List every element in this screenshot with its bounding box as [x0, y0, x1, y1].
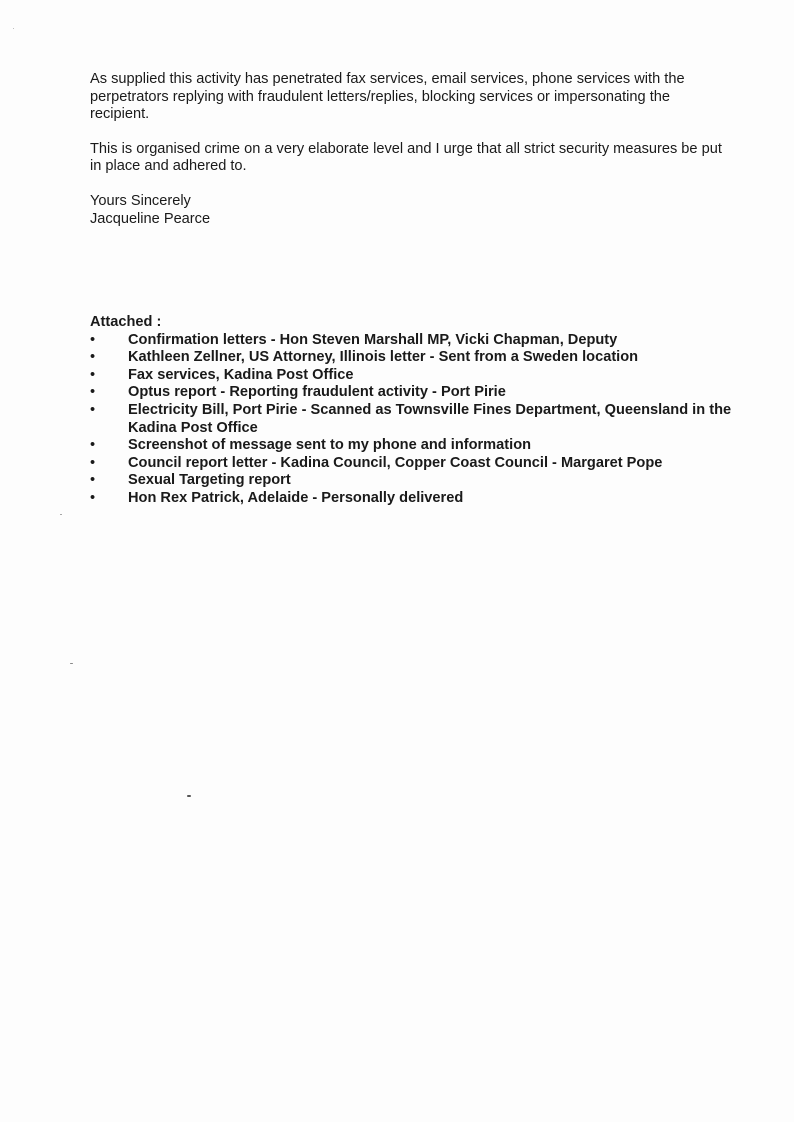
scan-speck [70, 663, 73, 664]
list-item-text: Hon Rex Patrick, Adelaide - Personally delivered [128, 489, 464, 506]
list-item [90, 402, 740, 437]
list-item [90, 332, 740, 350]
closing-line: Yours Sincerely [90, 192, 191, 209]
bullet-icon: • [90, 472, 96, 489]
list-item [90, 490, 740, 508]
list-item-text: Fax services, Kadina Post Office [128, 366, 354, 383]
list-item-text: Kathleen Zellner, US Attorney, Illinois letter - Sent from a Sweden location [128, 349, 639, 366]
list-item [90, 437, 740, 455]
bullet-icon: • [90, 401, 96, 418]
bullet-icon: • [90, 384, 96, 401]
bullet-icon: • [90, 489, 96, 506]
list-item-text: Electricity Bill, Port Pirie - Scanned as Townsville Fines Department, Queensland in the Kadina Post Office [128, 401, 732, 436]
list-item [90, 455, 740, 473]
list-item-text: Confirmation letters - Hon Steven Marshall MP, Vicki Chapman, Deputy [128, 331, 618, 348]
scan-speck [187, 795, 191, 797]
letter-body [90, 71, 730, 228]
body-paragraph-1: As supplied this activity has penetrated fax services, email services, phone services with the perpetrators replying with fraudulent letters/replies, blocking services or impersonating the recipient. [90, 71, 685, 123]
scan-speck [13, 28, 14, 29]
list-item-text: Sexual Targeting report [128, 472, 291, 489]
scan-speck [60, 514, 62, 515]
bullet-icon: • [90, 454, 96, 471]
list-item [90, 367, 740, 385]
bullet-icon: • [90, 331, 96, 348]
bullet-icon: • [90, 349, 96, 366]
list-item [90, 349, 740, 367]
list-item [90, 384, 740, 402]
bullet-icon: • [90, 437, 96, 454]
list-item-text: Optus report - Reporting fraudulent activity - Port Pirie [128, 384, 506, 401]
body-paragraph-2: This is organised crime on a very elaborate level and I urge that all strict security measures be put in place and adhered to. [90, 140, 722, 175]
attachments-list [90, 332, 740, 508]
list-item-text: Council report letter - Kadina Council, Copper Coast Council - Margaret Pope [128, 454, 663, 471]
attachments-section [90, 314, 740, 508]
attachments-heading: Attached : [90, 314, 162, 330]
list-item [90, 472, 740, 490]
bullet-icon: • [90, 366, 96, 383]
signatory-name: Jacqueline Pearce [90, 210, 211, 227]
list-item-text: Screenshot of message sent to my phone and information [128, 437, 532, 454]
